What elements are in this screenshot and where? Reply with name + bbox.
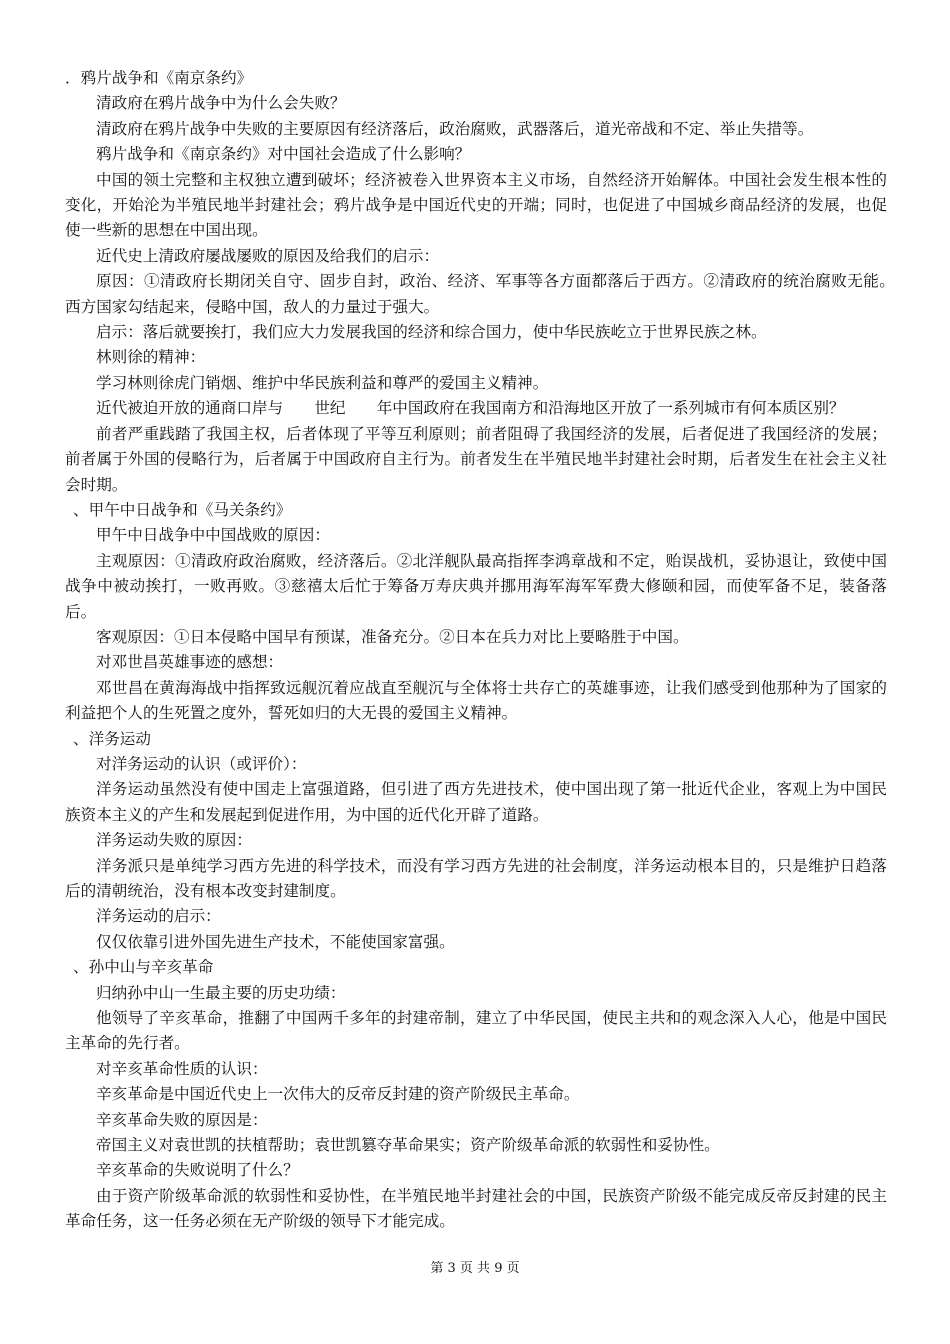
paragraph: 前者严重践踏了我国主权，后者体现了平等互利原则；前者阻碍了我国经济的发展，后者促进了我国经济的发展；前者属于外国的侵略行为，后者属于中国政府自主行为。前者发生在半殖民地半封建社会时期，后者发生在社会主义社会时期。 <box>65 424 887 494</box>
paragraph: 由于资产阶级革命派的软弱性和妥协性，在半殖民地半封建社会的中国，民族资产阶级不能完成反帝反封建的民主革命任务，这一任务必须在无产阶级的领导下才能完成。 <box>65 1186 887 1231</box>
section-xinhai-revolution <box>65 955 887 1234</box>
paragraph: 邓世昌在黄海海战中指挥致远舰沉着应战直至舰沉与全体将士共存亡的英雄事迹，让我们感受到他那种为了国家的利益把个人的生死置之度外，誓死如归的大无畏的爱国主义精神。 <box>65 678 887 723</box>
paragraph: 近代史上清政府屡战屡败的原因及给我们的启示： <box>96 246 440 265</box>
paragraph: 洋务派只是单纯学习西方先进的科学技术，而没有学习西方先进的社会制度，洋务运动根本目的，只是维护日趋落后的清朝统治，没有根本改变封建制度。 <box>65 856 887 900</box>
paragraph: 对洋务运动的认识（或评价）： <box>96 754 307 773</box>
section-westernization-movement <box>65 727 887 956</box>
paragraph: 洋务运动的启示： <box>96 907 221 926</box>
paragraph: 鸦片战争和《南京条约》对中国社会造成了什么影响？ <box>96 145 471 164</box>
paragraph: 他领导了辛亥革命，推翻了中国两千多年的封建帝制，建立了中华民国，使民主共和的观念深入人心，他是中国民主革命的先行者。 <box>65 1009 887 1053</box>
paragraph: 辛亥革命是中国近代史上一次伟大的反帝反封建的资产阶级民主革命。 <box>96 1085 580 1104</box>
paragraph: 清政府在鸦片战争中为什么会失败？ <box>96 94 346 113</box>
section-opium-war <box>65 66 903 498</box>
paragraph: 启示：落后就要挨打，我们应大力发展我国的经济和综合国力，使中华民族屹立于世界民族之林。 <box>96 323 767 342</box>
paragraph: 中国的领土完整和主权独立遭到破坏；经济被卷入世界资本主义市场，自然经济开始解体。中国社会发生根本性的变化，开始沦为半殖民地半封建社会；鸦片战争是中国近代史的开端；同时，也促进了中国城乡商品经济的发展，也促使一些新的思想在中国出现。 <box>65 170 887 240</box>
paragraph: 对邓世昌英雄事迹的感想： <box>96 653 284 672</box>
document-body <box>65 66 903 1235</box>
paragraph: 洋务运动虽然没有使中国走上富强道路，但引进了西方先进技术，使中国出现了第一批近代企业，客观上为中国民族资本主义的产生和发展起到促进作用，为中国的近代化开辟了道路。 <box>65 780 887 824</box>
paragraph: 帝国主义对袁世凯的扶植帮助；袁世凯篡夺革命果实；资产阶级革命派的软弱性和妥协性。 <box>96 1136 720 1155</box>
paragraph: 仅仅依靠引进外国先进生产技术，不能使国家富强。 <box>96 932 455 951</box>
paragraph: 林则徐的精神： <box>96 348 206 367</box>
paragraph: 原因：①清政府长期闭关自守、固步自封，政治、经济、军事等各方面都落后于西方。②清政府的统治腐败无能。 西方国家勾结起来，侵略中国，敌人的力量过于强大。 <box>65 272 903 316</box>
paragraph: 学习林则徐虎门销烟、维护中华民族利益和尊严的爱国主义精神。 <box>96 373 549 392</box>
paragraph: 客观原因：①日本侵略中国早有预谋，准备充分。②日本在兵力对比上要略胜于中国。 <box>96 627 689 646</box>
paragraph: 甲午中日战争中中国战败的原因： <box>96 526 330 545</box>
section-sino-japanese-war <box>65 498 887 727</box>
section-heading: 、孙中山与辛亥革命 <box>73 958 214 977</box>
paragraph: 归纳孙中山一生最主要的历史功绩： <box>96 983 346 1002</box>
section-heading: 、洋务运动 <box>73 729 151 748</box>
page-number-footer: 第 3 页 共 9 页 <box>430 1261 520 1276</box>
paragraph: 辛亥革命的失败说明了什么？ <box>96 1161 299 1180</box>
section-heading: 、甲午中日战争和《马关条约》 <box>73 500 292 519</box>
section-heading: ．鸦片战争和《南京条约》 <box>65 69 253 87</box>
paragraph: 近代被迫开放的通商口岸与 世纪 年中国政府在我国南方和沿海地区开放了一系列城市有何本质区别？ <box>96 399 845 418</box>
paragraph: 洋务运动失败的原因： <box>96 831 252 850</box>
paragraph: 辛亥革命失败的原因是： <box>96 1110 268 1129</box>
paragraph: 主观原因：①清政府政治腐败，经济落后。②北洋舰队最高指挥李鸿章战和不定，贻误战机，妥协退让，致使中国战争中被动挨打，一败再败。③慈禧太后忙于筹备万寿庆典并挪用海军海军军费大修颐和园，而使军备不足，装备落后。 <box>65 551 887 621</box>
paragraph: 清政府在鸦片战争中失败的主要原因有经济落后，政治腐败，武器落后，道光帝战和不定、举止失措等。 <box>96 119 814 138</box>
paragraph: 对辛亥革命性质的认识： <box>96 1059 268 1078</box>
